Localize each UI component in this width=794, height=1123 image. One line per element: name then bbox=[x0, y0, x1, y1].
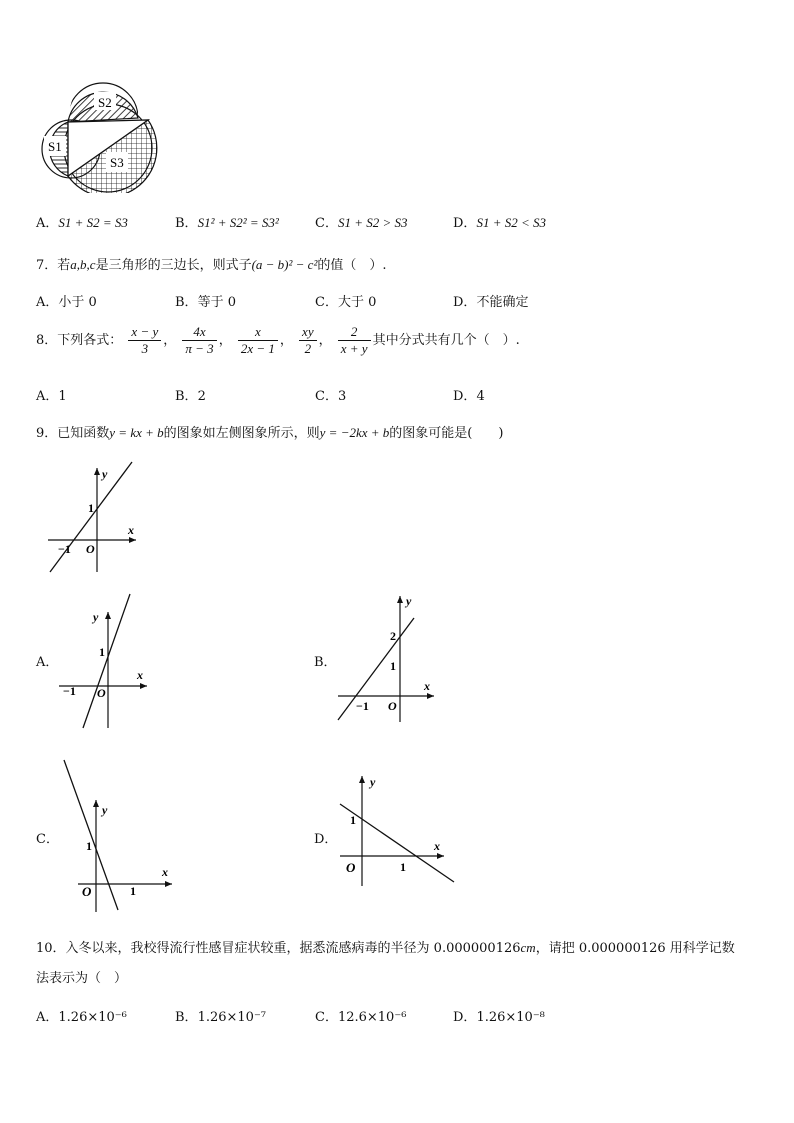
svg-text:1: 1 bbox=[99, 645, 105, 659]
q6-option-a[interactable]: A．S1 + S2 = S3 bbox=[36, 215, 128, 231]
s3-label: S3 bbox=[110, 155, 124, 170]
q8-fraction-3: $\frac{x}{2x - 1}$ bbox=[238, 324, 278, 357]
q8-fraction-4: $\frac{xy}{2}$ bbox=[299, 324, 317, 357]
q8-option-d[interactable]: D．4 bbox=[453, 389, 485, 404]
q10-option-b[interactable]: B．1.26×10⁻⁷ bbox=[175, 1010, 267, 1025]
q10-stem-line1: 10．入冬以来，我校得流行性感冒症状较重，据悉流感病毒的半径为 0.000000126cm，请把 0.000000126 用科学记数 bbox=[36, 940, 735, 956]
svg-text:y: y bbox=[93, 610, 99, 624]
q9-graph-d[interactable] bbox=[338, 770, 458, 888]
svg-text:O: O bbox=[97, 686, 106, 700]
q9-option-b[interactable]: B． bbox=[314, 655, 337, 670]
q8-option-b[interactable]: B．2 bbox=[175, 389, 206, 404]
svg-text:−1: −1 bbox=[356, 699, 369, 713]
svg-text:O: O bbox=[86, 542, 95, 556]
svg-text:y: y bbox=[102, 803, 108, 817]
q8-option-a[interactable]: A．1 bbox=[36, 389, 67, 404]
svg-text:y: y bbox=[370, 775, 376, 789]
svg-text:O: O bbox=[346, 860, 356, 875]
svg-text:x: x bbox=[128, 523, 134, 537]
q9-graph-a[interactable] bbox=[55, 592, 155, 730]
svg-text:x: x bbox=[137, 668, 143, 682]
svg-text:y: y bbox=[102, 467, 108, 481]
q7-stem: 7．若a,b,c是三角形的三边长，则式子(a − b)² − c²的值（ ）. bbox=[36, 257, 387, 273]
q8-fraction-2: $\frac{4x}{\pi - 3}$ bbox=[182, 324, 216, 357]
svg-text:−1: −1 bbox=[63, 684, 76, 698]
s1-label: S1 bbox=[48, 139, 62, 154]
q6-option-d[interactable]: D．S1 + S2 < S3 bbox=[453, 215, 546, 231]
q10-option-c[interactable]: C．12.6×10⁻⁶ bbox=[315, 1010, 407, 1025]
q8-fraction-5: $\frac{2}{x + y}$ bbox=[338, 324, 371, 357]
q6-semicircle-figure bbox=[36, 78, 161, 193]
svg-text:1: 1 bbox=[400, 860, 406, 874]
q8-stem: 8．下列各式： $\frac{x - y}{3}$ ， $\frac{4x}{\pi - 3}$ ， $\frac{x}{2x - 1}$ ， $\frac{xy}{2}$ ， $\frac{2}{x + y}$ 其中分式共有几个（ ）. bbox=[36, 324, 520, 356]
svg-text:1: 1 bbox=[88, 501, 94, 515]
q9-option-a[interactable]: A． bbox=[36, 655, 59, 670]
q9-option-c[interactable]: C． bbox=[36, 832, 59, 847]
svg-text:1: 1 bbox=[130, 884, 136, 898]
q9-option-d[interactable]: D． bbox=[314, 832, 338, 847]
q8-option-c[interactable]: C．3 bbox=[315, 389, 347, 404]
svg-text:O: O bbox=[388, 699, 397, 713]
svg-text:x: x bbox=[434, 839, 440, 853]
q9-stem: 9．已知函数y = kx + b的图象如左侧图象所示，则y = −2kx + b的图象可能是( ) bbox=[36, 425, 504, 441]
q10-option-a[interactable]: A．1.26×10⁻⁶ bbox=[36, 1010, 127, 1025]
svg-text:x: x bbox=[424, 679, 430, 693]
svg-text:1: 1 bbox=[86, 839, 92, 853]
svg-text:1: 1 bbox=[350, 813, 356, 827]
q10-stem-line2: 法表示为（ ） bbox=[36, 971, 128, 986]
svg-text:2: 2 bbox=[390, 629, 396, 643]
q6-option-b[interactable]: B．S1² + S2² = S3² bbox=[175, 215, 279, 231]
svg-text:x: x bbox=[162, 865, 168, 879]
svg-text:−1: −1 bbox=[58, 542, 71, 556]
svg-text:O: O bbox=[82, 884, 92, 899]
svg-text:y: y bbox=[406, 594, 412, 608]
q10-option-d[interactable]: D．1.26×10⁻⁸ bbox=[453, 1010, 545, 1025]
q9-graph-b[interactable] bbox=[334, 592, 444, 724]
q9-graph-c[interactable] bbox=[60, 758, 180, 913]
q7-option-c[interactable]: C．大于 0 bbox=[315, 295, 377, 310]
q7-option-d[interactable]: D．不能确定 bbox=[453, 295, 529, 310]
q8-fraction-1: $\frac{x - y}{3}$ bbox=[128, 324, 161, 357]
q7-option-a[interactable]: A．小于 0 bbox=[36, 295, 97, 310]
q7-option-b[interactable]: B．等于 0 bbox=[175, 295, 236, 310]
s2-label: S2 bbox=[98, 95, 112, 110]
svg-text:1: 1 bbox=[390, 659, 396, 673]
q9-reference-graph bbox=[44, 460, 144, 575]
q6-option-c[interactable]: C．S1 + S2 > S3 bbox=[315, 215, 408, 231]
